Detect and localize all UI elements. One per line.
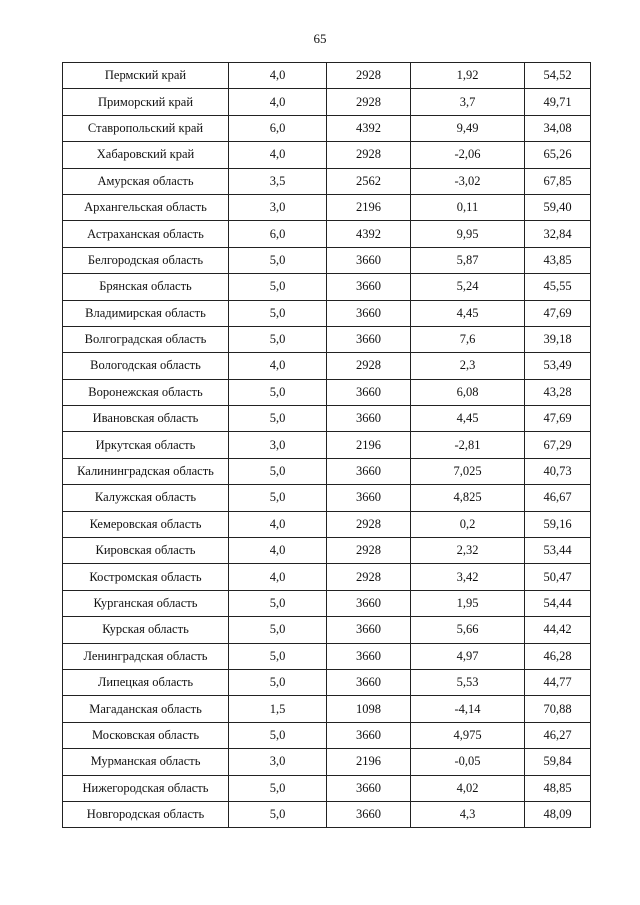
value-cell-4: 49,71 <box>525 89 591 115</box>
table-row <box>63 458 591 484</box>
table-row <box>63 749 591 775</box>
value-cell-3: 5,66 <box>411 617 525 643</box>
page-number: 65 <box>313 31 327 46</box>
table-row <box>63 142 591 168</box>
table-row <box>63 511 591 537</box>
value-cell-3: 3,42 <box>411 564 525 590</box>
value-cell-1: 4,0 <box>229 89 327 115</box>
value-cell-4: 59,40 <box>525 194 591 220</box>
region-cell: Магаданская область <box>63 696 229 722</box>
value-cell-3: 3,7 <box>411 89 525 115</box>
value-cell-4: 43,28 <box>525 379 591 405</box>
region-cell: Амурская область <box>63 168 229 194</box>
value-cell-1: 3,0 <box>229 194 327 220</box>
table-row <box>63 432 591 458</box>
value-cell-1: 6,0 <box>229 221 327 247</box>
table-row <box>63 590 591 616</box>
value-cell-2: 3660 <box>327 801 411 827</box>
value-cell-2: 2196 <box>327 432 411 458</box>
value-cell-4: 53,49 <box>525 353 591 379</box>
value-cell-2: 3660 <box>327 326 411 352</box>
value-cell-2: 2928 <box>327 353 411 379</box>
value-cell-2: 2928 <box>327 511 411 537</box>
value-cell-2: 3660 <box>327 247 411 273</box>
value-cell-1: 5,0 <box>229 669 327 695</box>
value-cell-1: 5,0 <box>229 617 327 643</box>
value-cell-4: 65,26 <box>525 142 591 168</box>
value-cell-3: 4,45 <box>411 406 525 432</box>
value-cell-2: 2928 <box>327 142 411 168</box>
region-cell: Хабаровский край <box>63 142 229 168</box>
value-cell-4: 44,77 <box>525 669 591 695</box>
region-cell: Архангельская область <box>63 194 229 220</box>
table-body <box>63 63 591 828</box>
table-row <box>63 300 591 326</box>
value-cell-2: 2196 <box>327 194 411 220</box>
value-cell-2: 3660 <box>327 485 411 511</box>
value-cell-4: 47,69 <box>525 300 591 326</box>
region-cell: Пермский край <box>63 63 229 89</box>
region-cell: Курганская область <box>63 590 229 616</box>
value-cell-1: 5,0 <box>229 590 327 616</box>
value-cell-1: 1,5 <box>229 696 327 722</box>
value-cell-4: 54,44 <box>525 590 591 616</box>
value-cell-1: 4,0 <box>229 353 327 379</box>
region-cell: Ивановская область <box>63 406 229 432</box>
region-cell: Ставропольский край <box>63 115 229 141</box>
region-cell: Кировская область <box>63 538 229 564</box>
table-row <box>63 379 591 405</box>
value-cell-3: 4,825 <box>411 485 525 511</box>
value-cell-1: 3,5 <box>229 168 327 194</box>
value-cell-1: 5,0 <box>229 801 327 827</box>
value-cell-1: 4,0 <box>229 63 327 89</box>
region-cell: Волгоградская область <box>63 326 229 352</box>
table-row <box>63 221 591 247</box>
region-cell: Калужская область <box>63 485 229 511</box>
region-cell: Владимирская область <box>63 300 229 326</box>
value-cell-1: 5,0 <box>229 775 327 801</box>
value-cell-3: 9,49 <box>411 115 525 141</box>
region-cell: Ленинградская область <box>63 643 229 669</box>
value-cell-2: 1098 <box>327 696 411 722</box>
region-cell: Вологодская область <box>63 353 229 379</box>
value-cell-3: -2,81 <box>411 432 525 458</box>
region-cell: Липецкая область <box>63 669 229 695</box>
value-cell-2: 3660 <box>327 669 411 695</box>
value-cell-4: 48,85 <box>525 775 591 801</box>
value-cell-2: 3660 <box>327 300 411 326</box>
value-cell-2: 3660 <box>327 379 411 405</box>
value-cell-2: 3660 <box>327 775 411 801</box>
value-cell-4: 50,47 <box>525 564 591 590</box>
table-row <box>63 669 591 695</box>
value-cell-2: 2562 <box>327 168 411 194</box>
table-row <box>63 406 591 432</box>
table-row <box>63 168 591 194</box>
value-cell-2: 3660 <box>327 458 411 484</box>
value-cell-3: 7,025 <box>411 458 525 484</box>
value-cell-1: 4,0 <box>229 511 327 537</box>
region-cell: Иркутская область <box>63 432 229 458</box>
table-row <box>63 353 591 379</box>
value-cell-4: 47,69 <box>525 406 591 432</box>
value-cell-3: 4,3 <box>411 801 525 827</box>
value-cell-3: 2,3 <box>411 353 525 379</box>
value-cell-2: 4392 <box>327 115 411 141</box>
value-cell-1: 5,0 <box>229 274 327 300</box>
region-cell: Брянская область <box>63 274 229 300</box>
value-cell-1: 5,0 <box>229 300 327 326</box>
value-cell-1: 4,0 <box>229 538 327 564</box>
value-cell-2: 2196 <box>327 749 411 775</box>
table-row <box>63 801 591 827</box>
table-row <box>63 274 591 300</box>
region-cell: Костромская область <box>63 564 229 590</box>
value-cell-2: 2928 <box>327 538 411 564</box>
value-cell-3: 4,97 <box>411 643 525 669</box>
table-row <box>63 617 591 643</box>
value-cell-3: 5,24 <box>411 274 525 300</box>
value-cell-3: 6,08 <box>411 379 525 405</box>
region-cell: Мурманская область <box>63 749 229 775</box>
value-cell-2: 3660 <box>327 590 411 616</box>
value-cell-3: -0,05 <box>411 749 525 775</box>
table-row <box>63 564 591 590</box>
value-cell-2: 2928 <box>327 564 411 590</box>
value-cell-2: 3660 <box>327 617 411 643</box>
table-row <box>63 247 591 273</box>
value-cell-4: 46,28 <box>525 643 591 669</box>
region-cell: Астраханская область <box>63 221 229 247</box>
value-cell-1: 5,0 <box>229 458 327 484</box>
value-cell-2: 3660 <box>327 406 411 432</box>
region-cell: Нижегородская область <box>63 775 229 801</box>
value-cell-3: -2,06 <box>411 142 525 168</box>
value-cell-4: 70,88 <box>525 696 591 722</box>
value-cell-4: 59,16 <box>525 511 591 537</box>
value-cell-3: 7,6 <box>411 326 525 352</box>
region-cell: Московская область <box>63 722 229 748</box>
region-cell: Приморский край <box>63 89 229 115</box>
value-cell-3: 1,92 <box>411 63 525 89</box>
value-cell-4: 67,29 <box>525 432 591 458</box>
value-cell-4: 59,84 <box>525 749 591 775</box>
value-cell-1: 3,0 <box>229 749 327 775</box>
value-cell-3: 4,02 <box>411 775 525 801</box>
value-cell-1: 6,0 <box>229 115 327 141</box>
value-cell-4: 43,85 <box>525 247 591 273</box>
value-cell-1: 5,0 <box>229 326 327 352</box>
value-cell-4: 67,85 <box>525 168 591 194</box>
region-cell: Калининградская область <box>63 458 229 484</box>
value-cell-4: 48,09 <box>525 801 591 827</box>
table-row <box>63 485 591 511</box>
value-cell-3: -3,02 <box>411 168 525 194</box>
value-cell-2: 2928 <box>327 89 411 115</box>
table-row <box>63 89 591 115</box>
value-cell-1: 5,0 <box>229 643 327 669</box>
value-cell-4: 40,73 <box>525 458 591 484</box>
value-cell-1: 5,0 <box>229 247 327 273</box>
region-cell: Новгородская область <box>63 801 229 827</box>
region-cell: Курская область <box>63 617 229 643</box>
value-cell-2: 4392 <box>327 221 411 247</box>
value-cell-4: 45,55 <box>525 274 591 300</box>
table-row <box>63 63 591 89</box>
value-cell-3: -4,14 <box>411 696 525 722</box>
value-cell-4: 53,44 <box>525 538 591 564</box>
value-cell-4: 44,42 <box>525 617 591 643</box>
value-cell-3: 5,53 <box>411 669 525 695</box>
value-cell-3: 5,87 <box>411 247 525 273</box>
value-cell-1: 5,0 <box>229 406 327 432</box>
table-row <box>63 538 591 564</box>
value-cell-1: 5,0 <box>229 379 327 405</box>
value-cell-4: 46,27 <box>525 722 591 748</box>
value-cell-4: 39,18 <box>525 326 591 352</box>
value-cell-3: 1,95 <box>411 590 525 616</box>
value-cell-1: 4,0 <box>229 564 327 590</box>
value-cell-2: 3660 <box>327 722 411 748</box>
value-cell-4: 34,08 <box>525 115 591 141</box>
value-cell-4: 32,84 <box>525 221 591 247</box>
value-cell-2: 3660 <box>327 274 411 300</box>
region-cell: Кемеровская область <box>63 511 229 537</box>
regions-table <box>62 62 591 828</box>
value-cell-2: 2928 <box>327 63 411 89</box>
region-cell: Белгородская область <box>63 247 229 273</box>
table-row <box>63 194 591 220</box>
value-cell-4: 46,67 <box>525 485 591 511</box>
value-cell-3: 2,32 <box>411 538 525 564</box>
table-row <box>63 115 591 141</box>
value-cell-3: 0,11 <box>411 194 525 220</box>
table-row <box>63 775 591 801</box>
value-cell-1: 5,0 <box>229 722 327 748</box>
value-cell-4: 54,52 <box>525 63 591 89</box>
value-cell-3: 4,975 <box>411 722 525 748</box>
value-cell-3: 0,2 <box>411 511 525 537</box>
table-row <box>63 643 591 669</box>
value-cell-3: 9,95 <box>411 221 525 247</box>
region-cell: Воронежская область <box>63 379 229 405</box>
value-cell-1: 3,0 <box>229 432 327 458</box>
value-cell-1: 4,0 <box>229 142 327 168</box>
value-cell-2: 3660 <box>327 643 411 669</box>
value-cell-3: 4,45 <box>411 300 525 326</box>
value-cell-1: 5,0 <box>229 485 327 511</box>
table-row <box>63 722 591 748</box>
table-row <box>63 326 591 352</box>
table-row <box>63 696 591 722</box>
